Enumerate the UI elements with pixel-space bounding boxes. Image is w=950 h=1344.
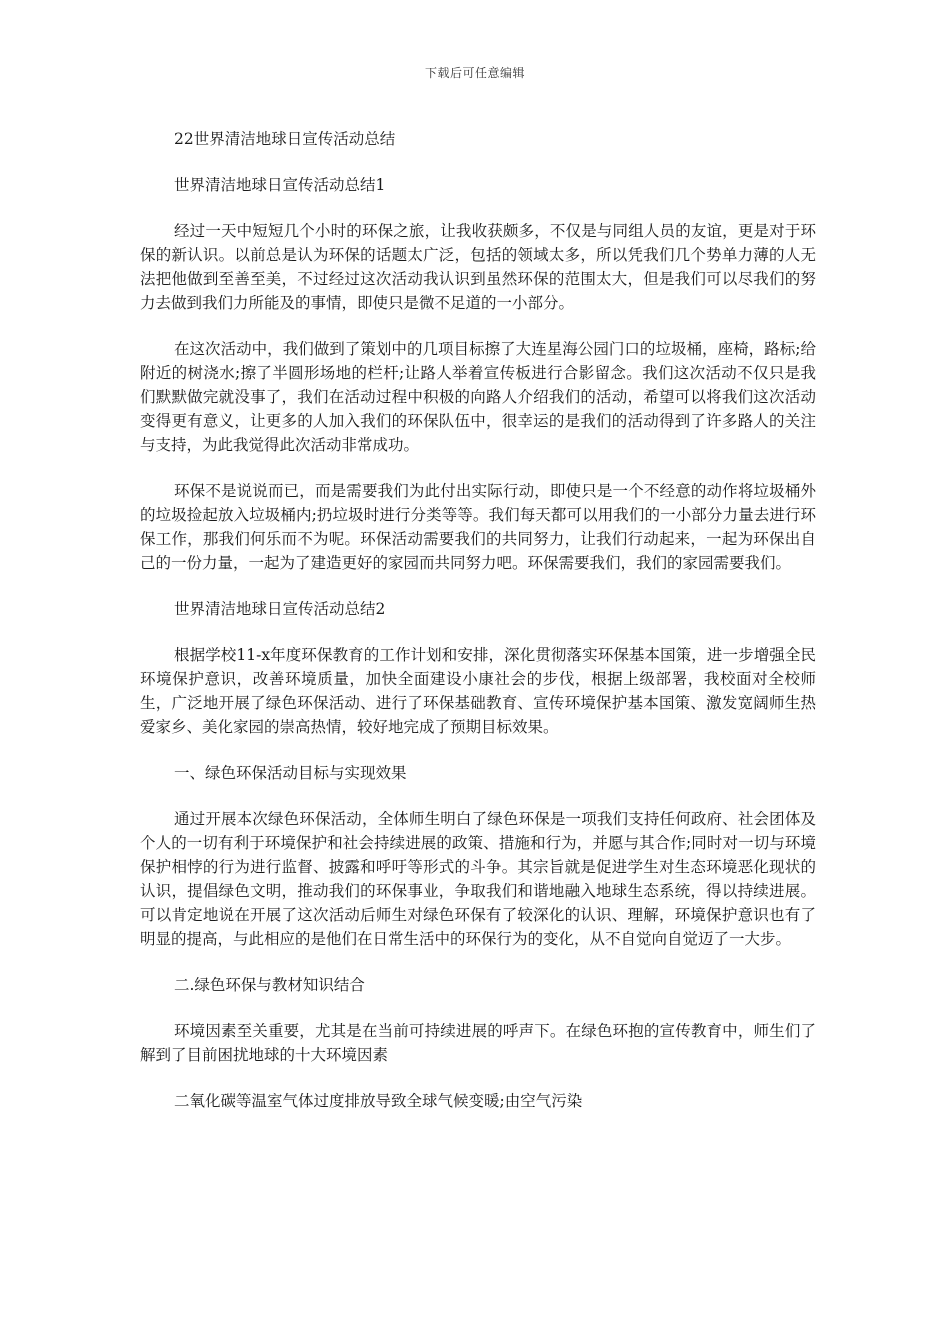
document-title: 22世界清洁地球日宣传活动总结	[174, 130, 396, 148]
subsection-1-heading: 一、绿色环保活动目标与实现效果	[174, 764, 407, 782]
section-2-heading: 世界清洁地球日宣传活动总结2	[174, 600, 386, 618]
paragraph: 通过开展本次绿色环保活动，全体师生明白了绿色环保是一项我们支持任何政府、社会团体及个人的一切有利于环境保护和社会持续进展的政策、措施和行为，并愿与其合作;同时对一切与环境保护相悖的行为进行监督、披露和呼吁等形式的斗争。其宗旨就是促进学生对生态环境恶化现状的认识，提倡绿色文明，推动我们的环保事业，争取我们和谐地融入地球生态系统，得以持续进展。可以肯定地说在开展了这次活动后师生对绿色环保有了较深化的认识、理解，环境保护意识也有了明显的提高，与此相应的是他们在日常生活中的环保行为的变化，从不自觉向自觉迈了一大步。	[140, 810, 816, 948]
paragraph: 根据学校11-x年度环保教育的工作计划和安排，深化贯彻落实环保基本国策，进一步增强全民环境保护意识，改善环境质量，加快全面建设小康社会的步伐，根据上级部署，我校面对全校师生，广泛地开展了绿色环保活动、进行了环保基础教育、宣传环境保护基本国策、激发宽阔师生热爱家乡、美化家园的崇高热情，较好地完成了预期目标效果。	[140, 646, 816, 736]
paragraph: 二氧化碳等温室气体过度排放导致全球气候变暖;由空气污染	[174, 1092, 583, 1110]
section-1-heading: 世界清洁地球日宣传活动总结1	[174, 176, 386, 194]
paragraph: 经过一天中短短几个小时的环保之旅，让我收获颇多，不仅是与同组人员的友谊，更是对于环保的新认识。以前总是认为环保的话题太广泛，包括的领域太多，所以凭我们几个势单力薄的人无法把他做到至善至美，不过经过这次活动我认识到虽然环保的范围太大，但是我们可以尽我们的努力去做到我们力所能及的事情，即使只是微不足道的一小部分。	[140, 222, 816, 312]
paragraph: 在这次活动中，我们做到了策划中的几项目标擦了大连星海公园门口的垃圾桶，座椅，路标;给附近的树浇水;擦了半圆形场地的栏杆;让路人举着宣传板进行合影留念。我们这次活动不仅只是我们默默做完就没事了，我们在活动过程中积极的向路人介绍我们的活动，希望可以将我们这次活动变得更有意义，让更多的人加入我们的环保队伍中，很幸运的是我们的活动得到了许多路人的关注与支持，为此我觉得此次活动非常成功。	[140, 340, 816, 454]
paragraph: 环境因素至关重要，尤其是在当前可持续进展的呼声下。在绿色环抱的宣传教育中，师生们了解到了目前困扰地球的十大环境因素	[140, 1022, 816, 1064]
paragraph: 环保不是说说而已，而是需要我们为此付出实际行动，即使只是一个不经意的动作将垃圾桶外的垃圾捡起放入垃圾桶内;扔垃圾时进行分类等等。我们每天都可以用我们的一小部分力量去进行环保工作，那我们何乐而不为呢。环保活动需要我们的共同努力，让我们行动起来，一起为环保出自己的一份力量，一起为了建造更好的家园而共同努力吧。环保需要我们，我们的家园需要我们。	[140, 482, 816, 572]
header-note: 下载后可任意编辑	[424, 66, 525, 80]
document-body	[140, 127, 816, 1135]
subsection-2-heading: 二.绿色环保与教材知识结合	[174, 976, 365, 994]
